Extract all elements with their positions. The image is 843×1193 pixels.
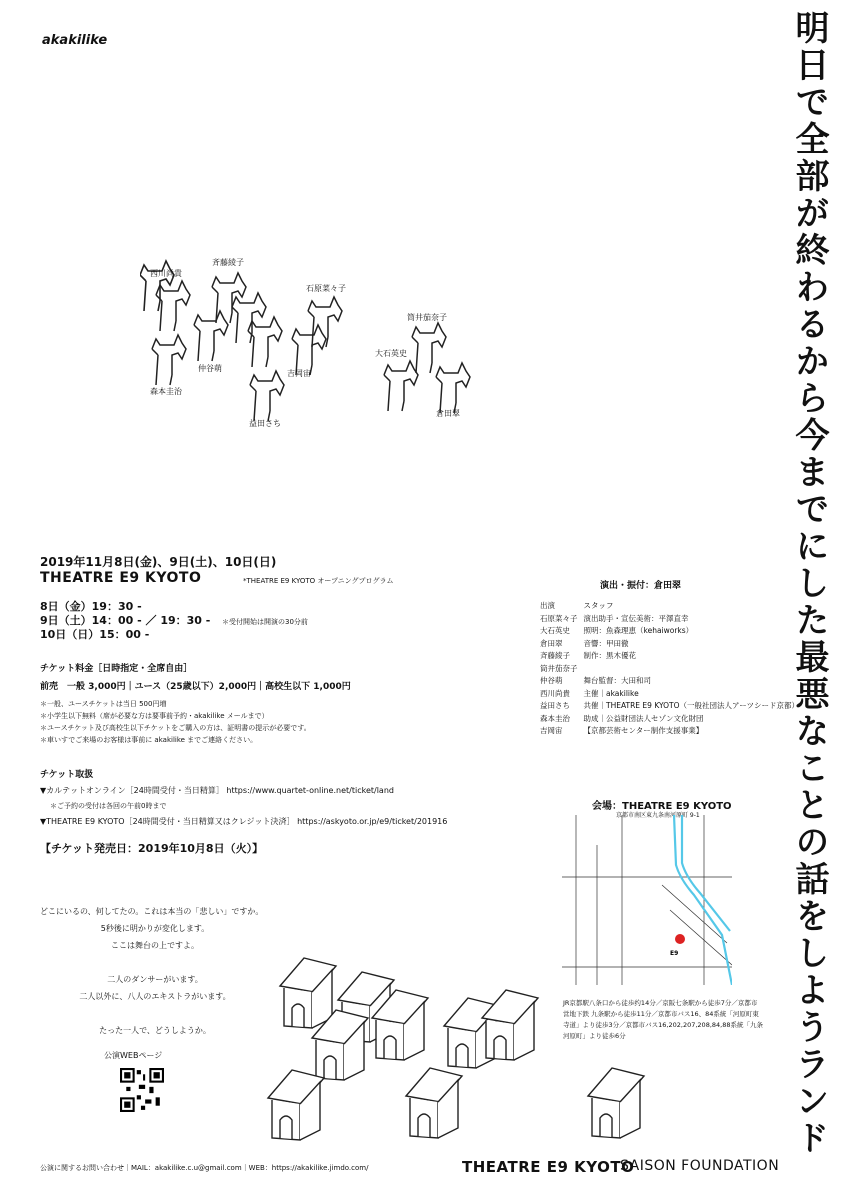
- cast-label: 西川尚貴: [150, 269, 182, 278]
- cast-name: 出演: [540, 601, 555, 610]
- schedule-row: 10日（日）15：00 -: [40, 628, 150, 641]
- cast-label: 森本圭治: [150, 387, 182, 396]
- ticket-heading: チケット料金［日時指定・全席自由］: [40, 664, 193, 674]
- staff-credit: 照明：魚森理恵（kehaiworks）: [583, 626, 694, 635]
- cast-label: 石原菜々子: [306, 284, 346, 293]
- release-date: 【チケット発売日：2019年10月8日（火）】: [40, 842, 264, 855]
- poem-line: 二人以外に、八人のエキストラがいます。: [79, 992, 231, 1001]
- access-info: JR京都駅八条口から徒歩约14分／京阪七条駅から徒歩7分／京都市営地下鉄 九条駅から徒歩11分／京都市バス16、84系統「河原町東寺道」より徒歩3分／京都市バス16,202,207,208,84,88系統「九条河原町」より徒歩6分: [563, 999, 763, 1040]
- schedule-note: ＊受付開始は開演の30分前: [222, 618, 308, 626]
- cast-name: 筒井茄奈子: [540, 663, 578, 673]
- director-credit: 演出・振付：倉田翠: [600, 581, 682, 591]
- brand-name: akakilike: [42, 33, 108, 48]
- cast-label: 吉岡宙: [287, 369, 311, 378]
- cast-name: 仲谷萌: [540, 676, 563, 685]
- credit-row: [540, 725, 805, 738]
- cast-name: 斉藤綾子: [540, 651, 570, 660]
- ticket-prices: 前売 一般 3,000円｜ユース（25歳以下）2,000円｜高校生以下 1,000円: [40, 682, 351, 692]
- cast-label: 仲谷萌: [198, 364, 222, 373]
- outlet-quartet-note: ＊ご予約の受付は各回の午前0時まで: [50, 802, 167, 810]
- credit-row: [540, 688, 805, 701]
- event-date: 2019年11月8日(金)、9日(土)、10日(日): [40, 555, 277, 569]
- poem-line: どこにいるの、何してたの。これは本当の「悲しい」ですか。: [40, 907, 264, 916]
- schedule-row: 9日（土）14：00 - ／ 19：30 -: [40, 614, 211, 627]
- poem-line: 二人のダンサーがいます。: [107, 975, 203, 984]
- contact-footer: 公演に関するお問い合わせ｜MAIL：akakilike.c.u@gmail.com｜WEB：https://akakilike.jimdo.com/: [40, 1164, 369, 1172]
- credit-row: [540, 650, 805, 663]
- cast-name: 倉田翠: [540, 638, 563, 648]
- saison-logo: SAISON FOUNDATION: [620, 1158, 780, 1174]
- cast-label: 益田さち: [249, 419, 281, 428]
- staff-credit: スタッフ: [583, 601, 614, 610]
- ticket-note: ＊小学生以下無料（席が必要な方は要事前予約・akakilike メールまで）: [40, 712, 269, 720]
- staff-credit: 舞台監督：大田和司: [583, 676, 651, 685]
- schedule-row: 8日（金）19：30 -: [40, 600, 142, 613]
- vertical-title: 明日で全部が終わるから今までにした最悪なことの話をしようランド: [789, 10, 829, 1157]
- ticket-note: ＊車いすでご来場のお客様は事前に akakilike までご連絡ください。: [40, 736, 258, 744]
- cast-name: 西川尚貴: [540, 688, 570, 698]
- staff-credit: 共催｜THEATRE E9 KYOTO（一般社団法人アーツシード京都）: [583, 701, 800, 710]
- credit-row: [540, 638, 805, 651]
- theatre-logo: THEATRE E9 KYOTO: [462, 1158, 635, 1176]
- cast-name: 益田さち: [540, 701, 570, 710]
- poem-line: たった一人で、どうしようか。: [99, 1026, 211, 1035]
- poem: [40, 903, 270, 1039]
- staff-credit: 主催｜akakilike: [583, 688, 639, 698]
- staff-credit: 演出助手・宣伝美術：平澤直幸: [583, 613, 689, 623]
- cast-name: 大石英史: [540, 626, 570, 635]
- staff-credit: 【京都芸術センター制作支援事業】: [583, 726, 704, 735]
- outlet-quartet[interactable]: ▼カルテットオンライン［24時間受付・当日精算］ https://www.quartet-online.net/ticket/land: [40, 786, 394, 795]
- doghouses-illustration: [260, 950, 660, 1150]
- credit-row: [540, 625, 805, 638]
- cast-label: 大石英史: [375, 349, 407, 358]
- credit-row: [540, 700, 805, 713]
- qr-code[interactable]: [120, 1068, 164, 1112]
- poem-line: 5秒後に明かりが変化します。: [100, 924, 210, 933]
- cast-label: 筒井茄奈子: [407, 313, 447, 322]
- schedule: [40, 600, 210, 642]
- cast-name: 吉岡宙: [540, 726, 563, 735]
- credit-row: [540, 663, 805, 676]
- staff-credit: 制作：黒木優花: [583, 651, 636, 660]
- credit-row: [540, 613, 805, 626]
- venue-note: *THEATRE E9 KYOTO オープニングプログラム: [243, 577, 394, 585]
- outlet-e9[interactable]: ▼THEATRE E9 KYOTO［24時間受付・当日精算又はクレジット決済］ https://askyoto.or.jp/e9/ticket/201916: [40, 817, 448, 826]
- cast-name: 森本圭治: [540, 713, 570, 723]
- poem-line: [40, 1005, 270, 1022]
- map-address: 京都市南区東九条南河原町 9-1: [616, 812, 700, 819]
- qr-label: 公演WEBページ: [104, 1051, 163, 1060]
- map-title: 会場：THEATRE E9 KYOTO: [592, 801, 732, 812]
- credits-table: [540, 600, 805, 738]
- svg-text:E9: E9: [670, 950, 679, 957]
- credit-row: [540, 675, 805, 688]
- ticket-notes: [40, 698, 370, 746]
- ticket-note: ＊一般、ユースチケットは当日 500円増: [40, 700, 167, 708]
- venue-logo: THEATRE E9 KYOTO: [40, 570, 202, 586]
- staff-credit: 助成｜公益財団法人セゾン文化財団: [583, 713, 704, 723]
- sales-heading: チケット取扱: [40, 770, 94, 780]
- credit-row: [540, 713, 805, 726]
- cast-name: 石原菜々子: [540, 613, 578, 623]
- staff-credit: [584, 663, 806, 676]
- staff-credit: 音響：甲田徹: [583, 638, 629, 648]
- cast-label: 倉田翠: [436, 409, 460, 418]
- location-pin-icon: [675, 934, 685, 944]
- ticket-note: ＊ユースチケット及び高校生以下チケットをご購入の方は、証明書の提示が必要です。: [40, 724, 311, 732]
- credit-row: [540, 600, 805, 613]
- poem-line: [40, 954, 270, 971]
- poem-line: ここは舞台の上ですよ。: [111, 941, 199, 950]
- cast-label: 斉藤綾子: [212, 258, 244, 267]
